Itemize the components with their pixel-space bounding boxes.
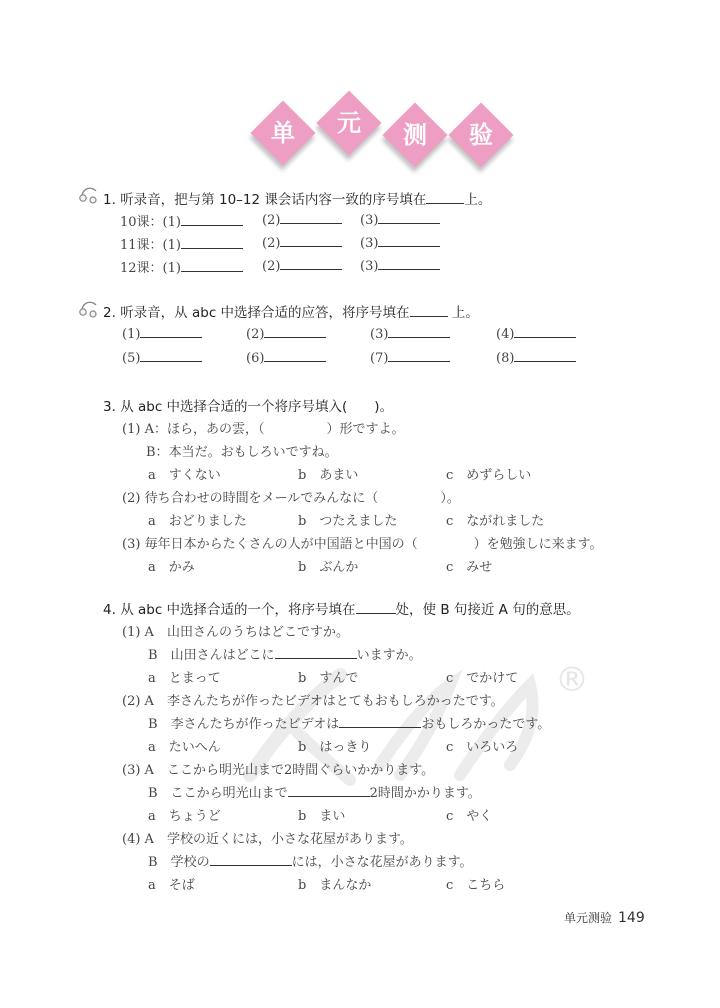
q1-row-11-item-2: (2) xyxy=(262,234,342,251)
option-c[interactable]: c みせ xyxy=(446,560,493,575)
answer-blank[interactable] xyxy=(426,191,464,204)
option-c[interactable]: c こちら xyxy=(446,878,506,893)
option-a[interactable]: a とまって xyxy=(148,671,221,686)
headphones-icon xyxy=(77,183,99,205)
answer-blank[interactable] xyxy=(280,211,342,224)
q2-item: (3) xyxy=(370,325,450,342)
option-b[interactable]: b まんなか xyxy=(298,878,372,893)
answer-blank[interactable] xyxy=(181,236,243,249)
q2-item: (5) xyxy=(122,349,202,366)
q2-item: (4) xyxy=(496,325,576,342)
answer-blank[interactable] xyxy=(275,646,357,659)
answer-blank[interactable] xyxy=(378,257,440,270)
option-a[interactable]: a すくない xyxy=(148,468,221,483)
option-a[interactable]: a おどりました xyxy=(148,514,247,529)
answer-blank[interactable] xyxy=(288,784,370,797)
option-c[interactable]: c でかけて xyxy=(446,671,519,686)
question-1-instruction: 1. 听录音，把与第 10–12 课会话内容一致的序号填在 上。 xyxy=(103,192,492,208)
answer-blank[interactable] xyxy=(181,259,243,272)
q4-item-1-b: B 山田さんはどこに いますか。 xyxy=(148,648,422,663)
title-diamond: 元 xyxy=(326,100,372,146)
q3-item-2: (2) 待ち合わせの時間をメールでみんなに（ ）。 xyxy=(122,491,460,506)
registered-mark: ® xyxy=(555,660,589,700)
q2-item: (1) xyxy=(122,325,202,342)
q4-item-3-b: B ここから明光山まで 2時間かかります。 xyxy=(148,786,481,801)
question-2-instruction: 2. 听录音，从 abc 中选择合适的应答，将序号填在 上。 xyxy=(103,305,479,321)
footer-section-title: 单元测验 xyxy=(564,911,613,925)
answer-blank[interactable] xyxy=(264,325,326,338)
q1-row-10: 10课：(1) xyxy=(120,211,243,230)
q1-row-10-item-3: (3) xyxy=(360,211,440,228)
option-a[interactable]: a ちょうど xyxy=(148,809,221,824)
q1-row-12-item-2: (2) xyxy=(262,257,342,274)
answer-blank[interactable] xyxy=(356,601,396,614)
q4-item-3-a: (3) A ここから明光山まで2時間ぐらいかかります。 xyxy=(122,763,435,778)
option-c[interactable]: c めずらしい xyxy=(446,468,532,483)
option-a[interactable]: a たいへん xyxy=(148,740,221,755)
q1-row-12: 12课：(1) xyxy=(120,257,243,276)
q1-row-11-item-3: (3) xyxy=(360,234,440,251)
title-diamond: 单 xyxy=(260,110,306,156)
option-c[interactable]: c いろいろ xyxy=(446,740,519,755)
q2-item: (8) xyxy=(496,349,576,366)
answer-blank[interactable] xyxy=(140,325,202,338)
q4-item-2-b: B 李さんたちが作ったビデオは おもしろかったです。 xyxy=(148,717,551,732)
q2-item: (2) xyxy=(246,325,326,342)
answer-blank[interactable] xyxy=(140,349,202,362)
q4-item-4-a: (4) A 学校の近くには，小さな花屋があります。 xyxy=(122,832,413,847)
question-3-instruction: 3. 从 abc 中选择合适的一个将序号填入( )。 xyxy=(103,399,394,415)
answer-blank[interactable] xyxy=(210,853,292,866)
page-number: 149 xyxy=(618,910,645,926)
answer-blank[interactable] xyxy=(388,325,450,338)
answer-blank[interactable] xyxy=(280,234,342,247)
option-b[interactable]: b すんで xyxy=(298,671,359,686)
option-a[interactable]: a そば xyxy=(148,878,195,893)
answer-blank[interactable] xyxy=(339,715,421,728)
page-title xyxy=(250,96,510,166)
answer-blank[interactable] xyxy=(514,325,576,338)
answer-blank[interactable] xyxy=(410,304,448,317)
option-c[interactable]: c ながれました xyxy=(446,514,545,529)
q3-item-3: (3) 毎年日本からたくさんの人が中国語と中国の（ ）を勉強しに来ます。 xyxy=(122,537,603,552)
option-c[interactable]: c やく xyxy=(446,809,493,824)
answer-blank[interactable] xyxy=(378,234,440,247)
option-a[interactable]: a かみ xyxy=(148,560,195,575)
answer-blank[interactable] xyxy=(378,211,440,224)
option-b[interactable]: b ぶんか xyxy=(298,560,359,575)
q1-row-12-item-3: (3) xyxy=(360,257,440,274)
page-footer xyxy=(564,909,645,926)
answer-blank[interactable] xyxy=(280,257,342,270)
q1-row-11: 11课：(1) xyxy=(120,234,243,253)
q2-item: (6) xyxy=(246,349,326,366)
option-b[interactable]: b はっきり xyxy=(298,740,372,755)
option-b[interactable]: b あまい xyxy=(298,468,359,483)
q3-item-1-line-a: (1) A：ほら，あの雲，（ ）形ですよ。 xyxy=(122,422,405,437)
q3-item-1-line-b: B：本当だ。おもしろいですね。 xyxy=(146,445,338,460)
title-diamond: 测 xyxy=(392,112,438,158)
question-4-instruction: 4. 从 abc 中选择合适的一个，将序号填在 处，使 B 句接近 A 句的意思。 xyxy=(103,602,580,618)
answer-blank[interactable] xyxy=(514,349,576,362)
q4-item-2-a: (2) A 李さんたちが作ったビデオはとてもおもしろかったです。 xyxy=(122,694,504,709)
headphones-icon xyxy=(77,297,99,319)
title-diamond: 验 xyxy=(458,112,504,158)
answer-blank[interactable] xyxy=(388,349,450,362)
answer-blank[interactable] xyxy=(264,349,326,362)
q4-item-4-b: B 学校の には，小さな花屋があります。 xyxy=(148,855,473,870)
answer-blank[interactable] xyxy=(181,213,243,226)
option-b[interactable]: b つたえました xyxy=(298,514,398,529)
q4-item-1-a: (1) A 山田さんのうちはどこですか。 xyxy=(122,625,349,640)
option-b[interactable]: b まい xyxy=(298,809,346,824)
q1-row-10-item-2: (2) xyxy=(262,211,342,228)
q2-item: (7) xyxy=(370,349,450,366)
